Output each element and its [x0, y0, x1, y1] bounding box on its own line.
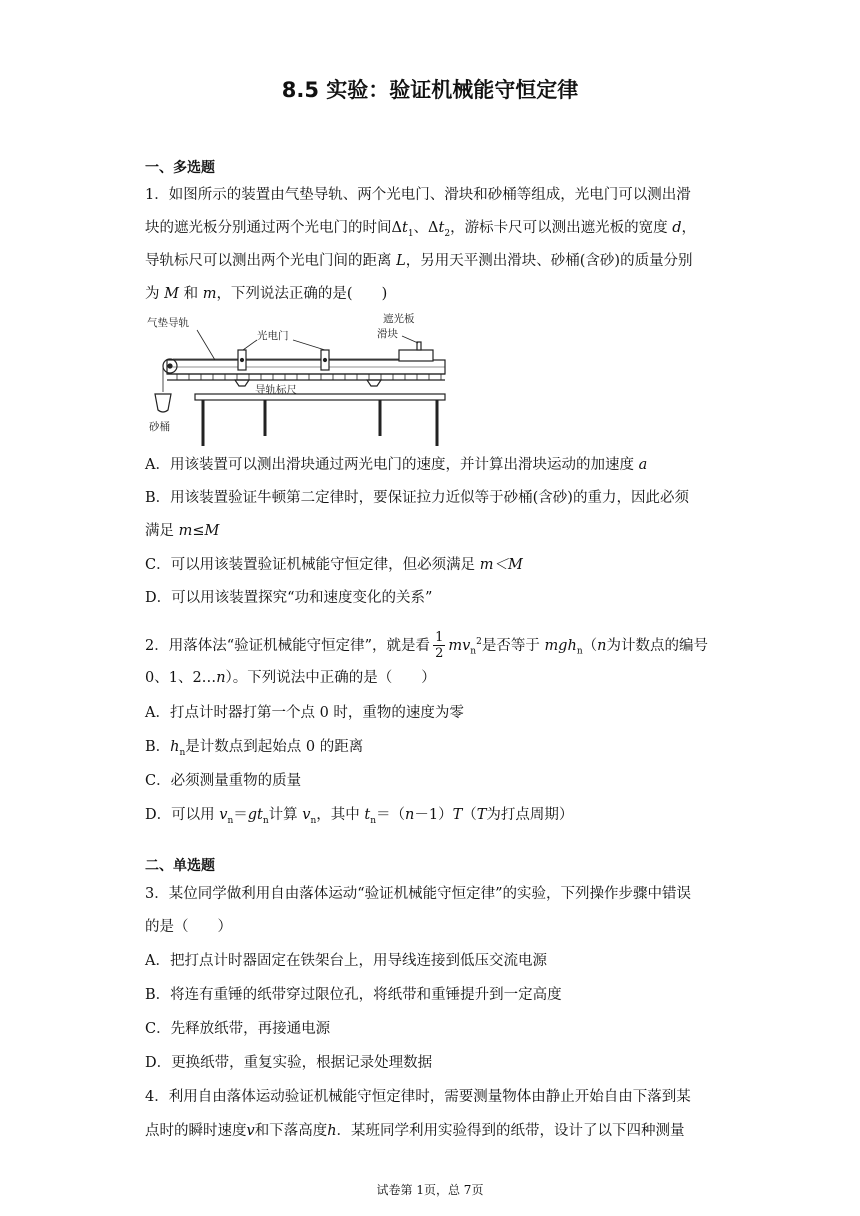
fraction-half: $\frac{1}{2}$ — [435, 630, 444, 662]
page-footer: 试卷第 1页，总 7页 — [376, 1183, 484, 1197]
q2-option-b: B．$h_n$是计数点到起始点 0 的距离 — [145, 739, 364, 758]
q1-line-2: 块的遮光板分别通过两个光电门的时间$\Delta t_1$、$\Delta t_2$，游标卡尺可以测出遮光板的宽度 d， — [145, 220, 696, 239]
label-sand-bucket: 砂桶 — [149, 421, 170, 433]
q3-option-b: B．将连有重锤的纸带穿过限位孔，将纸带和重锤提升到一定高度 — [145, 987, 562, 1003]
label-air-track: 气垫导轨 — [147, 317, 189, 329]
q1-option-b-line2: 满足 m≤M — [145, 523, 220, 539]
q1-line-4: 为 M 和 m，下列说法正确的是( ) — [145, 286, 388, 302]
q3-option-d: D．更换纸带，重复实验，根据记录处理数据 — [145, 1055, 433, 1071]
label-track-ruler: 导轨标尺 — [255, 384, 297, 396]
q3-option-a: A．把打点计时器固定在铁架台上，用导线连接到低压交流电源 — [145, 953, 547, 969]
q3-option-c: C．先释放纸带，再接通电源 — [145, 1021, 331, 1037]
q3-line-1: 3．某位同学做利用自由落体运动“验证机械能守恒定律”的实验，下列操作步骤中错误 — [145, 886, 692, 902]
table-top — [195, 394, 445, 400]
q2-option-d: D．可以用 $v_n=gt_n$计算 $v_n$，其中 $t_n=(n-1)T(T$为打点周期） — [145, 807, 574, 826]
q1-line-1: 1．如图所示的装置由气垫导轨、两个光电门、滑块和砂桶等组成，光电门可以测出滑 — [145, 187, 691, 203]
section-heading-multi: 一、多选题 — [145, 160, 215, 176]
q2-line-1: 2．用落体法“验证机械能守恒定律”，就是看 $\frac{1}{2}$ $mv_n^2$是否等于 mgh$_n$（n为计数点的编号 — [145, 630, 708, 662]
q2-option-c: C．必须测量重物的质量 — [145, 773, 302, 789]
q1-option-a: A．用该装置可以测出滑块通过两光电门的速度，并计算出滑块运动的加速度 a — [145, 457, 648, 473]
q4-line-1: 4．利用自由落体运动验证机械能守恒定律时，需要测量物体由静止开始自由下落到某 — [145, 1089, 691, 1105]
apparatus-diagram — [145, 310, 455, 446]
section-heading-single: 二、单选题 — [145, 858, 215, 874]
q2-option-a: A．打点计时器打第一个点 0 时，重物的速度为零 — [145, 705, 464, 721]
q1-option-b-line1: B．用该装置验证牛顿第二定律时，要保证拉力近似等于砂桶(含砂)的重力，因此必须 — [145, 490, 689, 506]
q4-line-2: 点时的瞬时速度v和下落高度h．某班同学利用实验得到的纸带，设计了以下四种测量 — [145, 1123, 685, 1139]
q2-line-2: 0、1、2…n）。下列说法中正确的是（ ） — [145, 670, 436, 686]
q3-line-2: 的是（ ） — [145, 919, 232, 935]
q1-line-3: 导轨标尺可以测出两个光电门间的距离 L，另用天平测出滑块、砂桶(含砂)的质量分别 — [145, 253, 693, 269]
q1-option-d: D．可以用该装置探究“功和速度变化的关系” — [145, 590, 433, 606]
page-title: 8.5 实验：验证机械能守恒定律 — [281, 78, 579, 102]
label-photogate: 光电门 — [257, 330, 289, 342]
sand-bucket — [155, 394, 171, 412]
label-slider: 滑块 — [377, 328, 398, 340]
slider-block — [399, 350, 433, 361]
label-shading-plate: 遮光板 — [383, 313, 415, 325]
q1-option-c: C．可以用该装置验证机械能守恒定律，但必须满足 m＜M — [145, 557, 523, 573]
